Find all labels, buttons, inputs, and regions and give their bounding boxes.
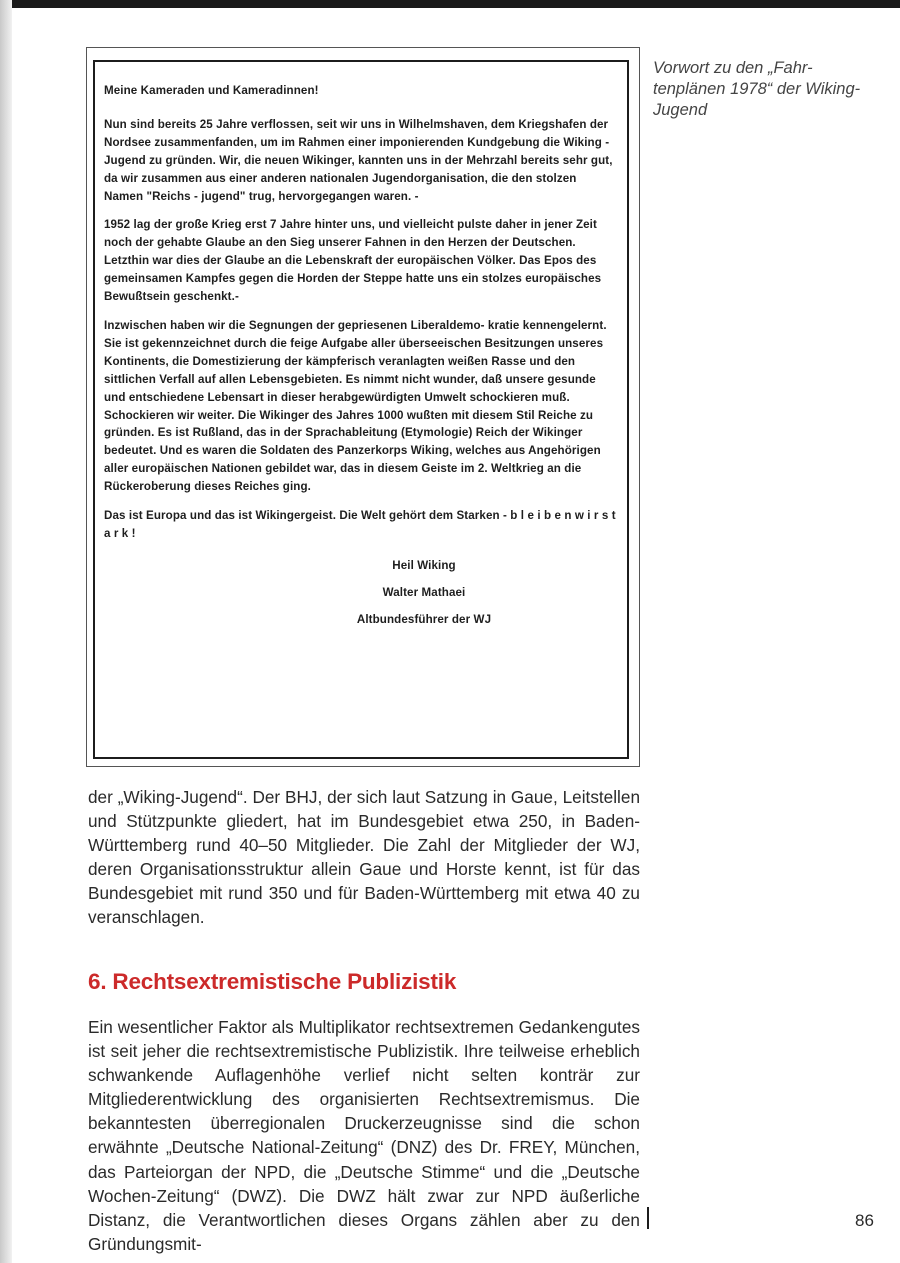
page-number: 86 [855,1211,874,1230]
top-border [0,0,900,8]
body-paragraph-2: Ein wesentlicher Faktor als Multiplikator rechtsextremen Gedankengutes ist seit jeher die rechtsextremistische Publizistik. Ihre teilweise erheblich schwankende Auflagenhöhe verlief nicht selten konträr zur Mitgliederentwicklung des organisierten Rechtsextremismus. Die bekanntesten überregionalen Druckerzeugnisse sind die schon erwähnte „Deutsche National-Zeitung“ (DNZ) des Dr. FREY, München, das Parteiorgan der NPD, die „Deutsche Stimme“ und die „Deutsche Wochen-Zeitung“ (DWZ). Die DWZ hält zwar zur NPD äußerliche Distanz, die Verantwortlichen dieses Organs zählen aber zu den Gründungsmit- [88,1017,640,1254]
quoted-letter [104,82,616,638]
signature-author: Walter Mathaei [382,585,466,599]
page-binding-edge [0,0,12,1263]
margin-caption: Vorwort zu den „Fahr-tenplänen 1978“ der Wiking-Jugend [653,59,861,119]
letter-paragraph-3: Inzwischen haben wir die Segnungen der gepriesenen Liberaldemo- kratie kennengelernt. Sie ist gekennzeichnet durch die feige Aufgabe aller überseeischen Besitzungen unseres Kontinents, die Domestizierung der kämpferisch veranlagten weißen Rasse und den sittlichen Verfall auf allen Lebensgebieten. Es nimmt nicht wunder, daß unsere gesunde und entschiedene Lebensart in dieser herabgewürdigten Umwelt schockieren muß. Schockieren wir weiter. Die Wikinger des Jahres 1000 wußten mit diesem Stil Reiche zu gründen. Es ist Rußland, das in der Sprachableitung (Etymologie) Reich der Wikinger bedeutet. Und es waren die Soldaten des Panzerkorps Wiking, welches aus Angehörigen aller europäischen Nationen gebildet war, das in diesem Geiste im 2. Weltkrieg an die Rückeroberung dieses Reiches ging. [104,318,607,494]
body-paragraph-1: der „Wiking-Jugend“. Der BHJ, der sich laut Satzung in Gaue, Leitstellen und Stützpunkte gliedert, hat im Bundesgebiet etwa 250, in Baden-Württemberg rund 40–50 Mitglieder. Die Zahl der Mitglieder der WJ, deren Organisationsstruktur allein Gaue und Horste kennt, ist für das Bundesgebiet mit rund 350 und für Baden-Württemberg mit etwa 40 zu veranschlagen. [88,787,640,928]
column-rule [647,1207,649,1229]
signature-salute: Heil Wiking [392,558,456,572]
signature-role: Altbundesführer der WJ [356,612,492,626]
letter-paragraph-2: 1952 lag der große Krieg erst 7 Jahre hinter uns, und vielleicht pulste daher in jener Zeit noch der gehabte Glaube an den Sieg unserer Fahnen in den Herzen der Deutschen. Letzthin war dies der Glaube an die Lebenskraft der europäischen Völker. Das Epos des gemeinsamen Kampfes gegen die Horden der Steppe hatte uns ein stolzes europäisches Bewußtsein geschenkt.- [104,218,602,304]
letter-paragraph-4: Das ist Europa und das ist Wikingergeist. Die Welt gehört dem Starken - b l e i b e n w i r s t a r k ! [104,509,616,540]
letter-greeting: Meine Kameraden und Kameradinnen! [104,84,319,97]
letter-paragraph-1: Nun sind bereits 25 Jahre verflossen, seit wir uns in Wilhelmshaven, dem Kriegshafen der Nordsee zusammenfanden, um im Rahmen einer imponierenden Kundgebung die Wiking - Jugend zu gründen. Wir, die neuen Wikinger, kannten uns in der Mehrzahl bereits sehr gut, da wir zusammen aus einer anderen nationalen Jugendorganisation, die den stolzen Namen "Reichs - jugend" trug, hervorgegangen waren. - [104,117,613,203]
letter-signature [104,557,616,629]
section-heading: 6. Rechtsextremistische Publizistik [88,969,457,994]
